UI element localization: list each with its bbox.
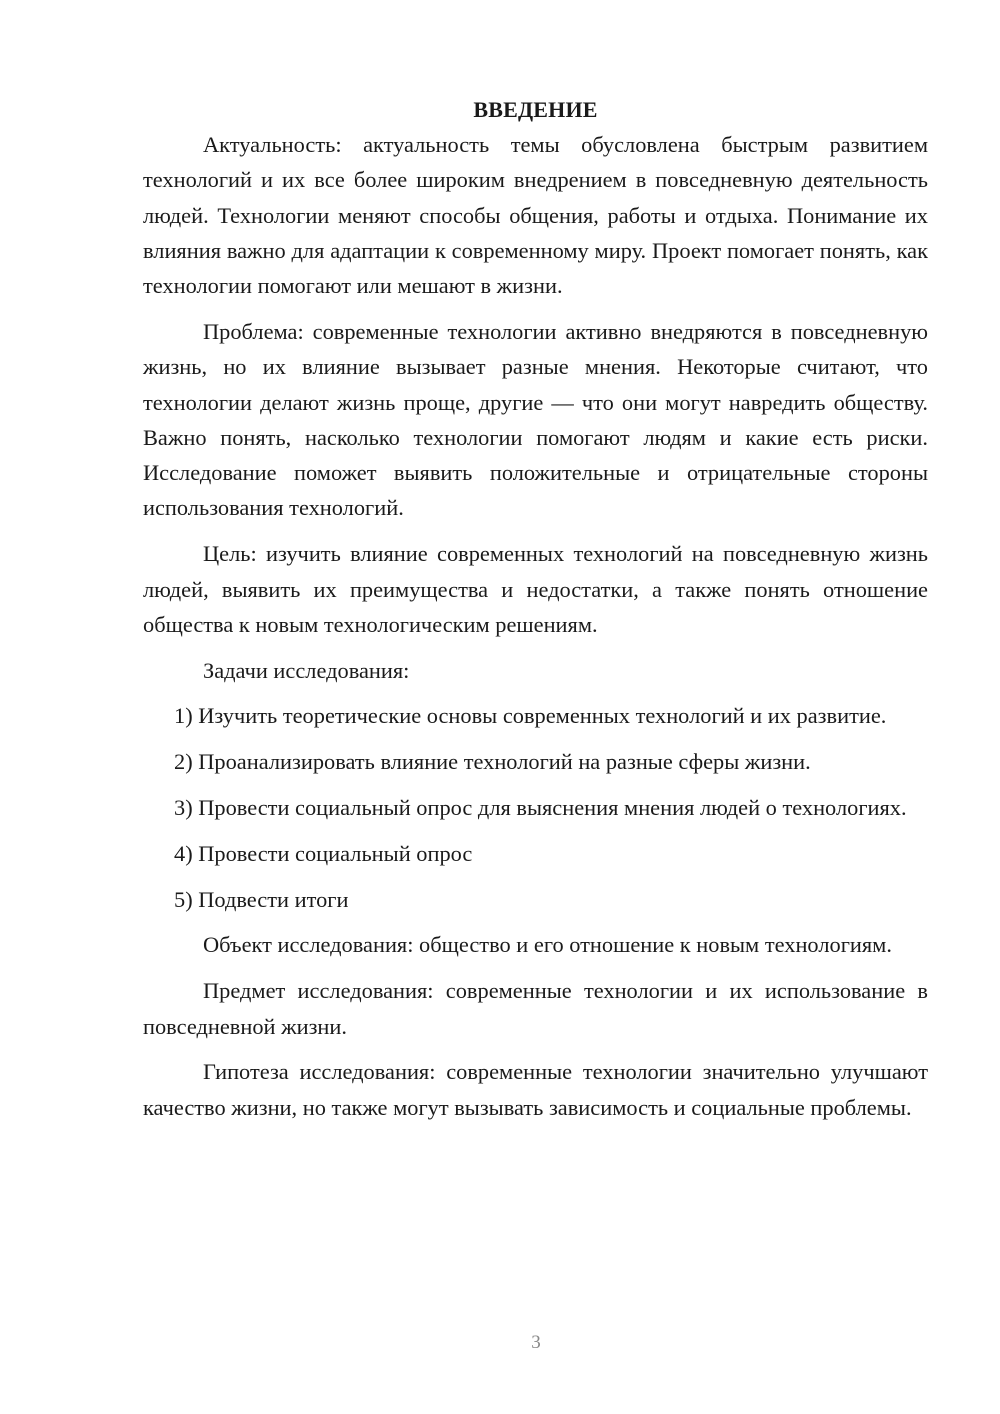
problem-paragraph: Проблема: современные технологии активно внедряются в повседневную жизнь, но их влияние вызывает разные мнения. Некоторые считают, что технологии делают жизнь проще, другие — что они могут навредить обществу. Важно понять, насколько технологии помогают людям и какие есть риски. Исследование поможет выявить положительные и отрицательные стороны использования технологий. — [143, 318, 928, 521]
task-item-5: 5) Подвести итоги — [174, 886, 349, 912]
task-item-3: 3) Провести социальный опрос для выяснения мнения людей о технологиях. — [174, 795, 907, 821]
hypothesis-paragraph: Гипотеза исследования: современные технологии значительно улучшают качество жизни, но также могут вызывать зависимость и социальные проблемы. — [143, 1059, 928, 1120]
object-paragraph: Объект исследования: общество и его отношение к новым технологиям. — [203, 932, 892, 958]
task-item-2: 2) Проанализировать влияние технологий на разные сферы жизни. — [174, 749, 811, 775]
document-page — [143, 92, 928, 1125]
tasks-heading: Задачи исследования: — [203, 657, 410, 683]
page-heading: ВВЕДЕНИЕ — [473, 97, 598, 122]
task-item-4: 4) Провести социальный опрос — [174, 840, 473, 866]
subject-paragraph: Предмет исследования: современные технологии и их использование в повседневной жизни. — [143, 978, 928, 1039]
page-number: 3 — [531, 1332, 541, 1353]
relevance-paragraph: Актуальность: актуальность темы обусловлена быстрым развитием технологий и их все более широким внедрением в повседневную деятельность людей. Технологии меняют способы общения, работы и отдыха. Понимание их влияния важно для адаптации к современному миру. Проект помогает понять, как технологии помогают или мешают в жизни. — [143, 132, 928, 299]
task-item-1: 1) Изучить теоретические основы современных технологий и их развитие. — [174, 703, 887, 729]
goal-paragraph: Цель: изучить влияние современных технологий на повседневную жизнь людей, выявить их преимущества и недостатки, а также понять отношение общества к новым технологическим решениям. — [143, 541, 928, 637]
